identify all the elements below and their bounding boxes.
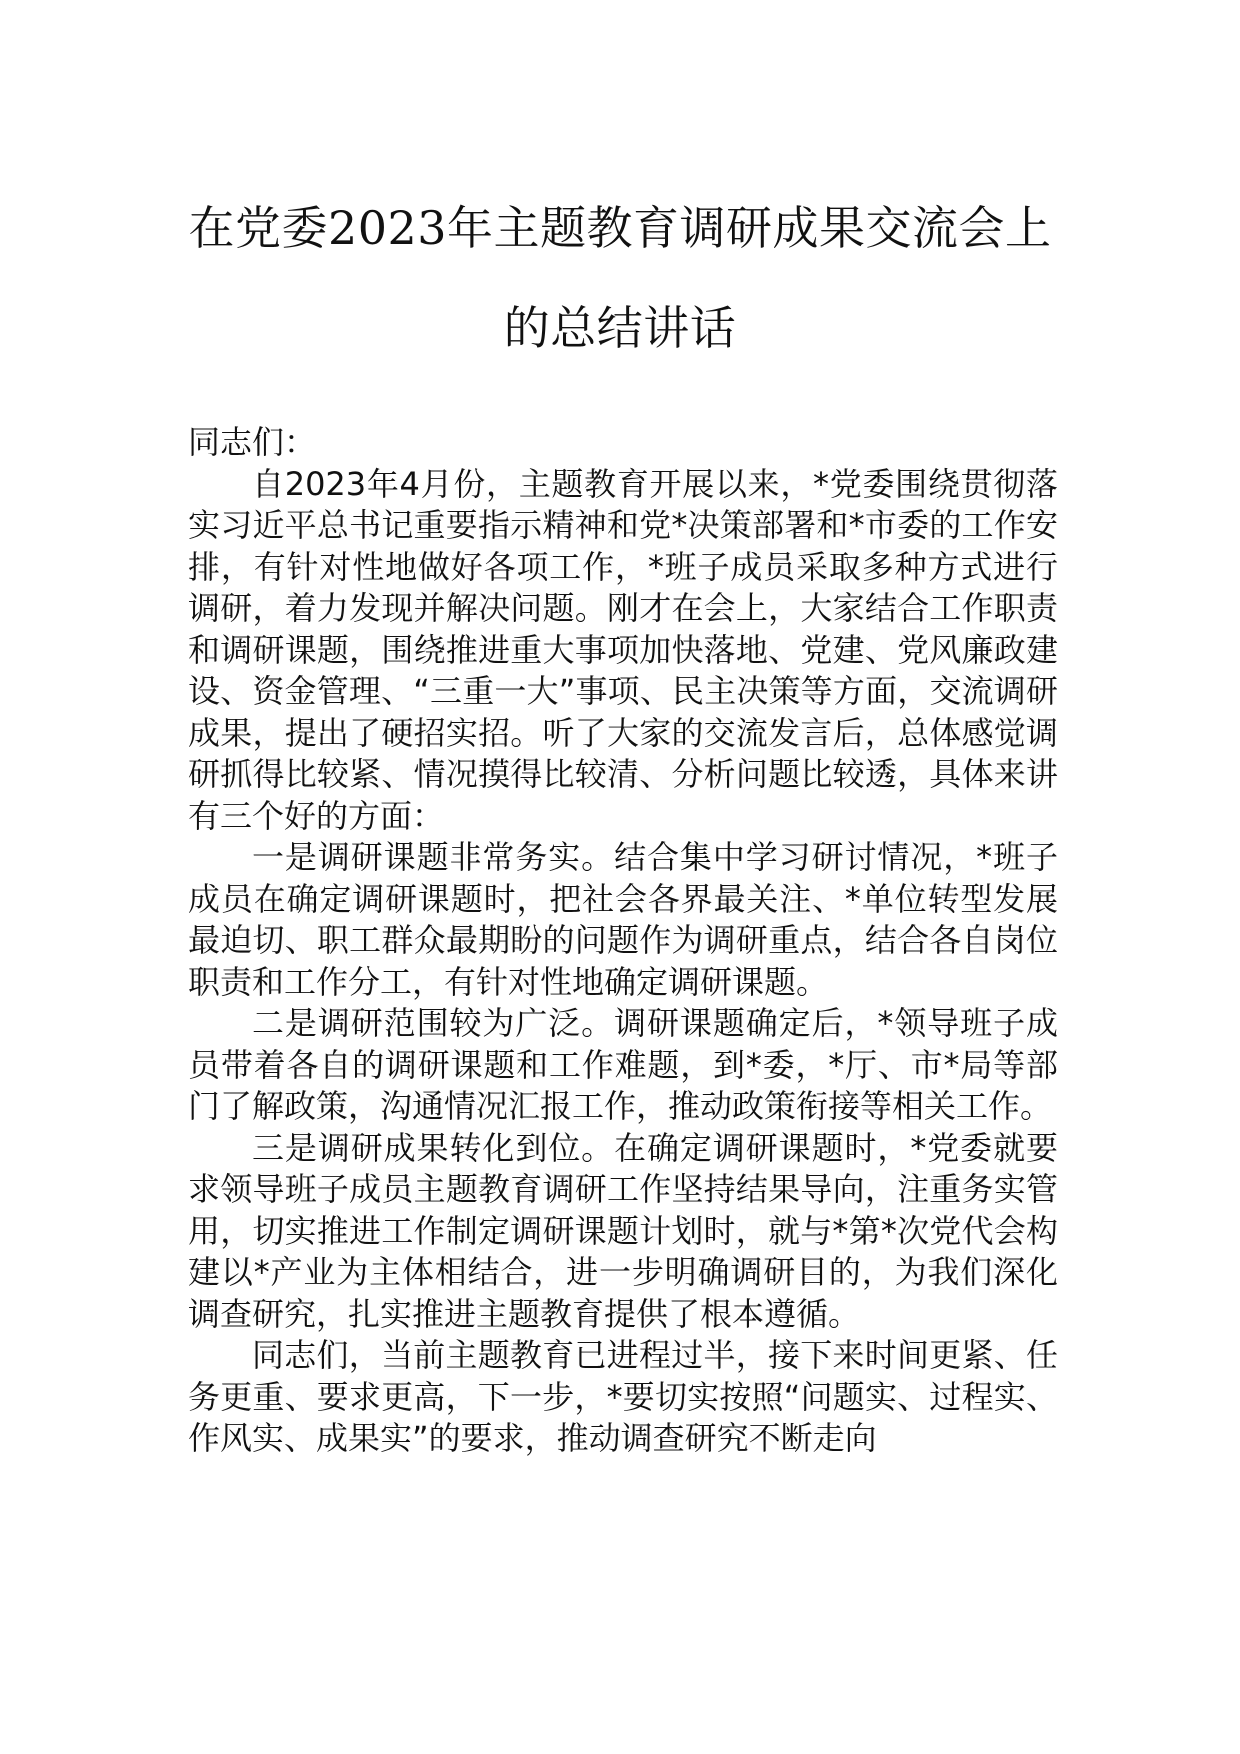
speech-body bbox=[188, 422, 1058, 1460]
paragraph-next-steps: 同志们，当前主题教育已进程过半，接下来时间更紧、任务更重、要求更高，下一步，*要切实按照“问题实、过程实、作风实、成果实”的要求，推动调查研究不断走向 bbox=[188, 1336, 1058, 1457]
paragraph-point-one: 一是调研课题非常务实。结合集中学习研讨情况，*班子成员在确定调研课题时，把社会各界最关注、*单位转型发展最迫切、职工群众最期盼的问题作为调研重点，结合各自岗位职责和工作分工，有针对性地确定调研课题。 bbox=[188, 838, 1058, 1001]
paragraph-point-three: 三是调研成果转化到位。在确定调研课题时，*党委就要求领导班子成员主题教育调研工作坚持结果导向，注重务实管用，切实推进工作制定调研课题计划时，就与*第*次党代会构建以*产业为主体相结合，进一步明确调研目的，为我们深化调查研究，扎实推进主题教育提供了根本遵循。 bbox=[188, 1128, 1058, 1333]
paragraph-point-two: 二是调研范围较为广泛。调研课题确定后，*领导班子成员带着各自的调研课题和工作难题，到*委，*厅、市*局等部门了解政策，沟通情况汇报工作，推动政策衔接等相关工作。 bbox=[188, 1004, 1058, 1125]
document-title bbox=[160, 178, 1080, 378]
paragraph-intro: 自2023年4月份，主题教育开展以来，*党委围绕贯彻落实习近平总书记重要指示精神和党*决策部署和*市委的工作安排，有针对性地做好各项工作，*班子成员采取多种方式进行调研，着力发现并解决问题。刚才在会上，大家结合工作职责和调研课题，围绕推进重大事项加快落地、党建、党风廉政建设、资金管理、“三重一大”事项、民主决策等方面，交流调研成果，提出了硬招实招。听了大家的交流发言后，总体感觉调研抓得比较紧、情况摸得比较清、分析问题比较透，具体来讲有三个好的方面： bbox=[188, 464, 1058, 835]
salutation: 同志们： bbox=[188, 423, 317, 461]
title-line-2: 的总结讲话 bbox=[503, 301, 737, 355]
title-line-1: 在党委2023年主题教育调研成果交流会上 bbox=[188, 201, 1052, 255]
